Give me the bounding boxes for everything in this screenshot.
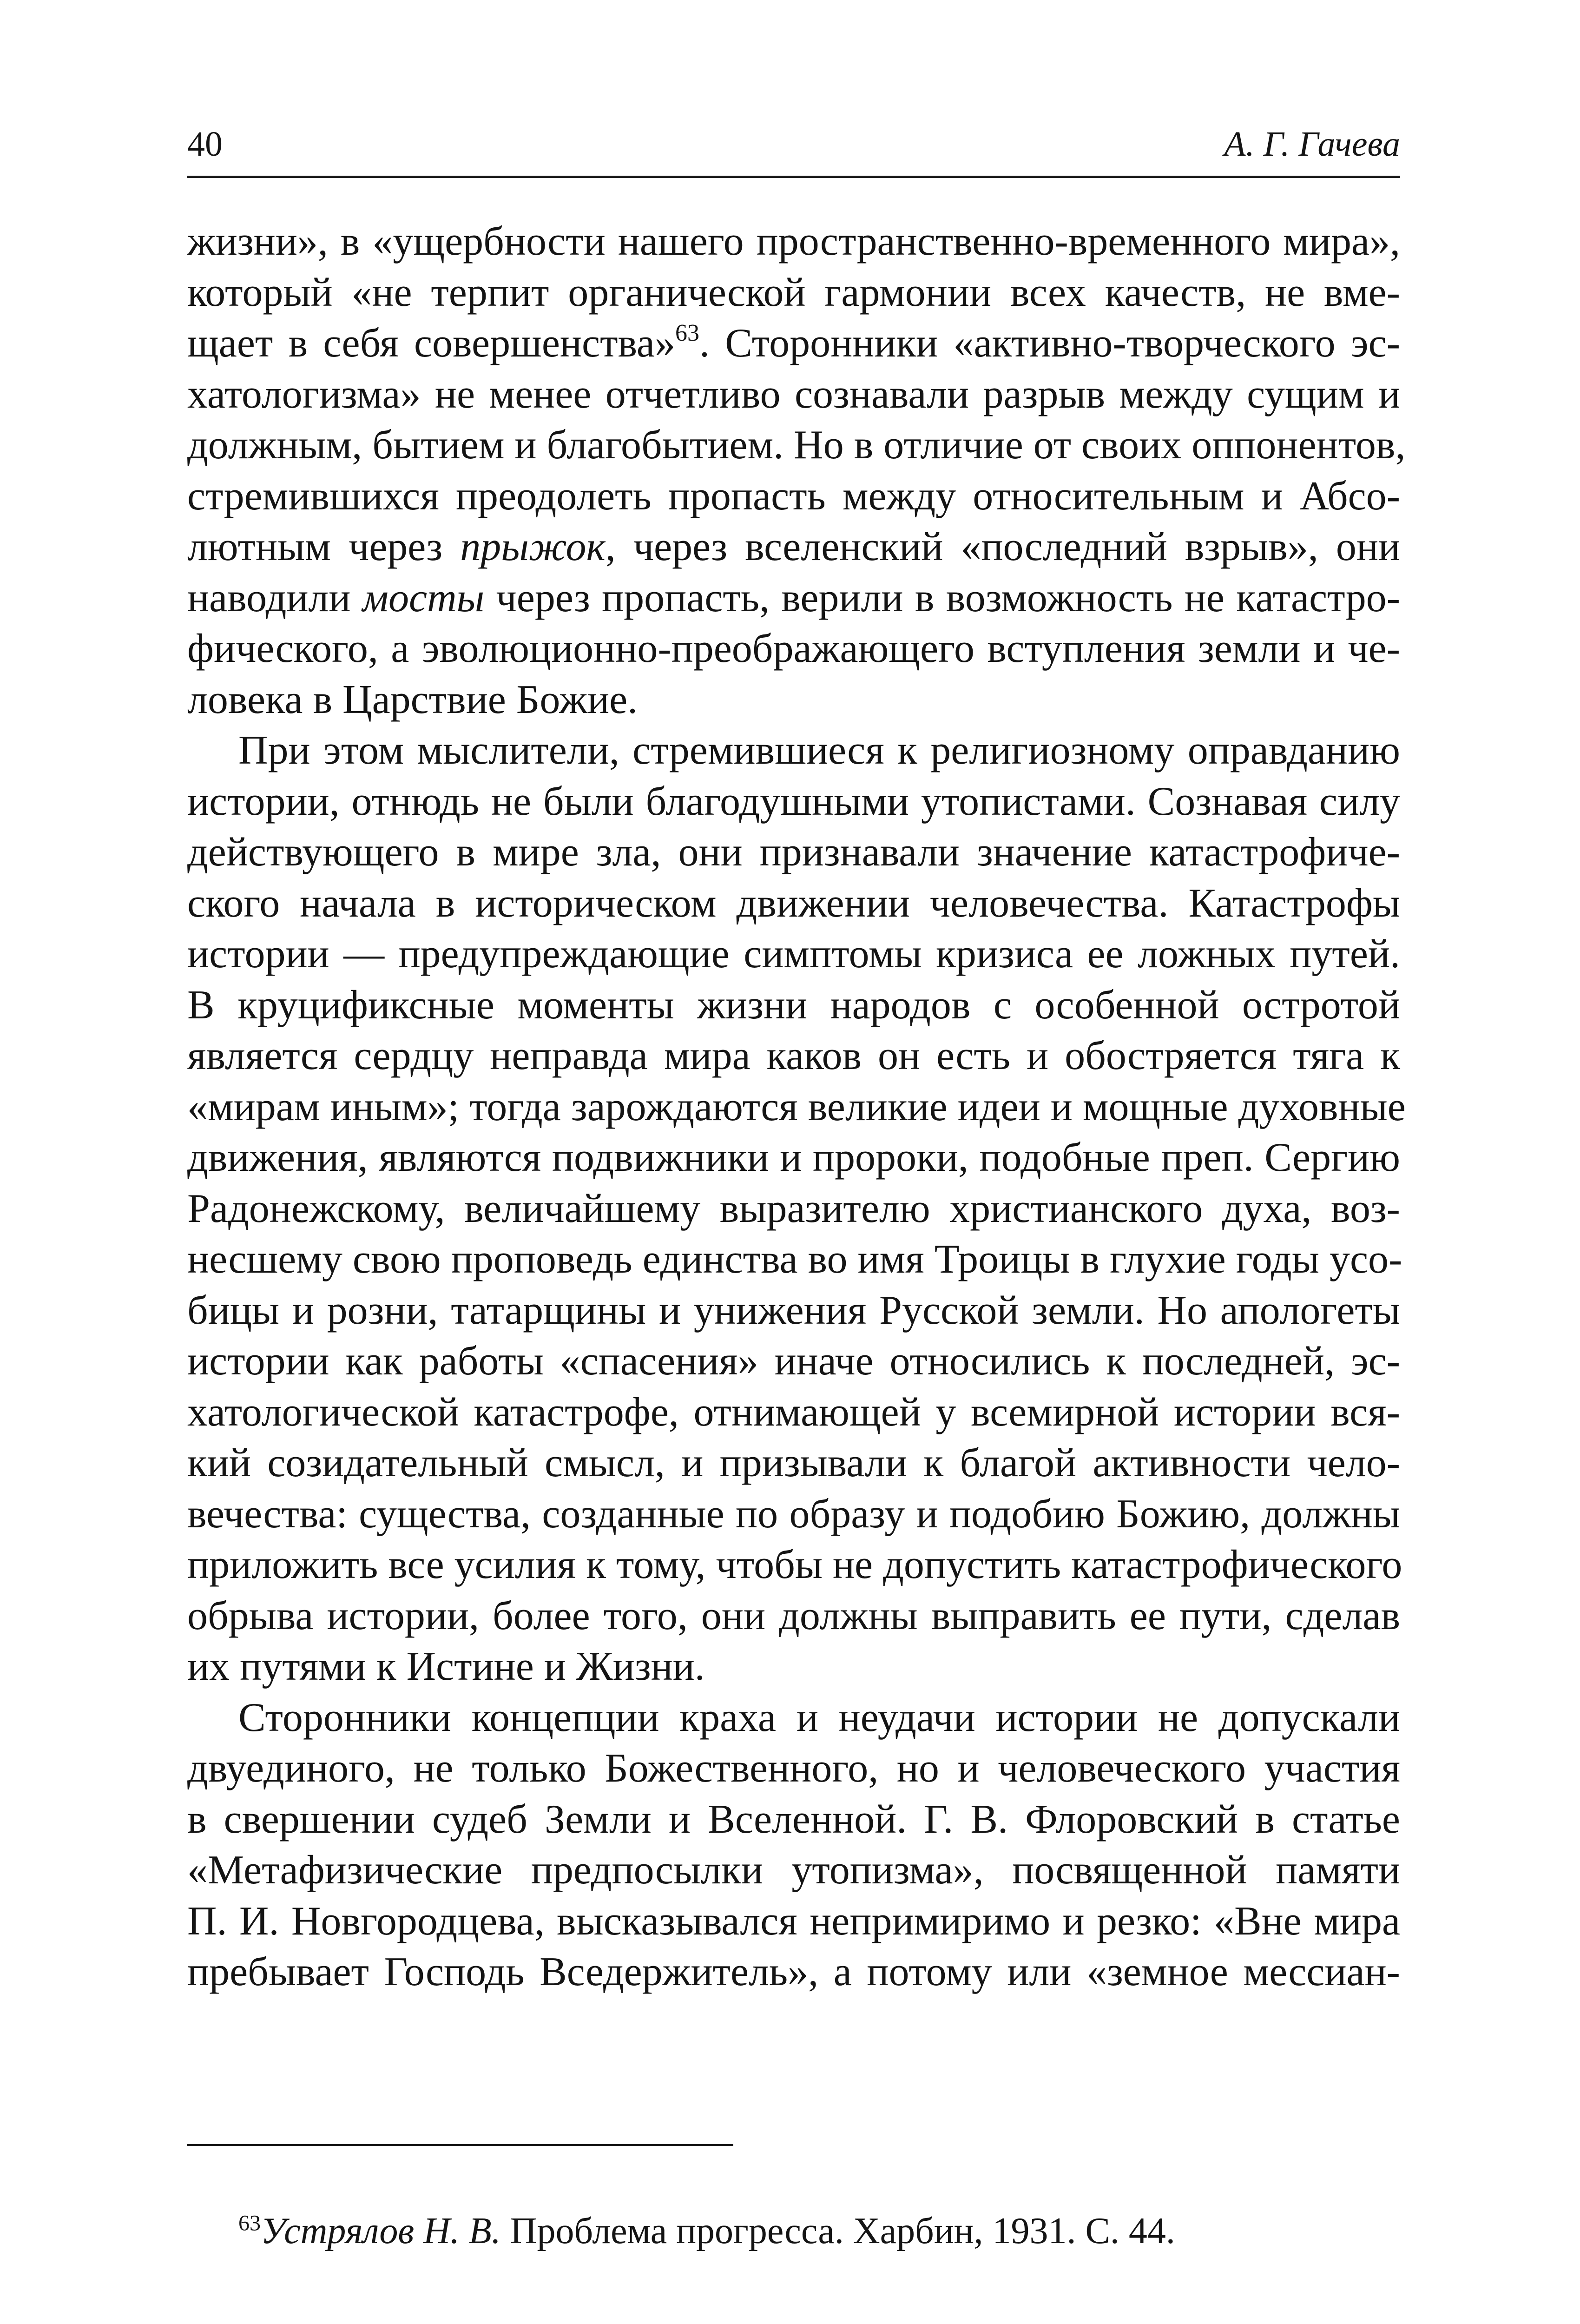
text-line: который «не терпит органической гармонии всех качеств, не вме- — [187, 270, 1400, 315]
text-line: истории как работы «спасения» иначе относились к последней, эс- — [187, 1339, 1400, 1384]
footnote-reference[interactable]: 63 — [675, 319, 699, 346]
text-line: должным, бытием и благобытием. Но в отличие от своих оппонентов, — [187, 423, 1406, 468]
text-line: П. И. Новгородцева, высказывался непримиримо и резко: «Вне мира — [187, 1898, 1400, 1944]
paragraph-3 — [187, 1692, 1400, 1998]
text-line — [187, 318, 1400, 369]
text-line: истории, отнюдь не были благодушными утопистами. Сознавая силу — [187, 779, 1400, 824]
text-line — [187, 573, 1400, 624]
paragraph-2 — [187, 725, 1406, 1692]
footnote-author: Устрялов Н. В. — [261, 2211, 501, 2251]
text-line: ловека в Царствие Божие. — [187, 677, 638, 722]
text-line: стремившихся преодолеть пропасть между относительным и Абсо- — [187, 473, 1400, 519]
emphasis-text: прыжок — [460, 524, 606, 569]
footnote-number: 63 — [238, 2211, 261, 2236]
running-head — [187, 119, 1400, 170]
text-line: «Метафизические предпосылки утопизма», посвященной памяти — [187, 1848, 1400, 1893]
footnote-text: Проблема прогресса. Харбин, 1931. С. 44. — [500, 2211, 1175, 2251]
text-fragment: . Сторонники «активно-творческого эс- — [699, 321, 1401, 366]
text-line: является сердцу неправда мира каков он есть и обостряется тяга к — [187, 1033, 1400, 1078]
text-line: действующего в мире зла, они признавали значение катастрофиче- — [187, 830, 1400, 875]
running-head-author: А. Г. Гачева — [1224, 125, 1400, 164]
text-line: фического, а эволюционно-преображающего вступления земли и че- — [187, 626, 1400, 671]
paragraph-1 — [187, 216, 1406, 725]
text-line: При этом мыслители, стремившиеся к религиозному оправданию — [238, 728, 1400, 773]
text-line: приложить все усилия к тому, чтобы не допустить катастрофического — [187, 1542, 1402, 1587]
text-fragment: через пропасть, верили в возможность не катастро- — [484, 575, 1400, 621]
footnote — [238, 2205, 1175, 2257]
emphasis-text: мосты — [362, 575, 485, 621]
text-line: несшему свою проповедь единства во имя Троицы в глухие годы усо- — [187, 1237, 1402, 1282]
text-line: истории — предупреждающие симптомы кризиса ее ложных путей. — [187, 931, 1400, 977]
text-fragment: наводили — [187, 575, 362, 621]
text-fragment: щает в себя совершенства» — [187, 321, 675, 366]
main-text — [187, 216, 1406, 1998]
text-line: Радонежскому, величайшему выразителю христианского духа, воз- — [187, 1186, 1400, 1231]
text-line: движения, являются подвижники и пророки, подобные преп. Сергию — [187, 1135, 1400, 1180]
text-line: хатологизма» не менее отчетливо сознавали разрыв между сущим и — [187, 371, 1400, 417]
text-line: пребывает Господь Вседержитель», а потому или «земное мессиан- — [187, 1949, 1400, 1994]
text-line: бицы и розни, татарщины и унижения Русской земли. Но апологеты — [187, 1287, 1400, 1333]
footnote-separator — [187, 2144, 733, 2146]
text-line: в свершении судеб Земли и Вселенной. Г. В. Флоровский в статье — [187, 1796, 1400, 1842]
text-line — [187, 522, 1400, 573]
text-line: их путями к Истине и Жизни. — [187, 1644, 705, 1689]
text-line: «мирам иным»; тогда зарождаются великие идеи и мощные духовные — [187, 1084, 1406, 1129]
text-line: ского начала в историческом движении человечества. Катастрофы — [187, 880, 1400, 926]
text-line: жизни», в «ущербности нашего пространственно-временного мира», — [187, 219, 1400, 264]
text-line: вечества: существа, созданные по образу и подобию Божию, должны — [187, 1491, 1400, 1537]
text-line: Сторонники концепции краха и неудачи истории не допускали — [238, 1695, 1400, 1740]
text-line: обрыва истории, более того, они должны выправить ее пути, сделав — [187, 1593, 1400, 1638]
text-line: двуединого, не только Божественного, но и человеческого участия — [187, 1746, 1400, 1791]
text-fragment: лютным через — [187, 524, 461, 569]
text-line: В круцификсные моменты жизни народов с особенной остротой — [187, 982, 1400, 1028]
text-line: хатологической катастрофе, отнимающей у всемирной истории вся- — [187, 1389, 1400, 1435]
text-fragment: , через вселенский «последний взрыв», они — [605, 524, 1401, 569]
header-rule — [187, 176, 1400, 178]
page-number: 40 — [187, 125, 223, 164]
text-line: кий созидательный смысл, и призывали к благой активности чело- — [187, 1440, 1400, 1486]
